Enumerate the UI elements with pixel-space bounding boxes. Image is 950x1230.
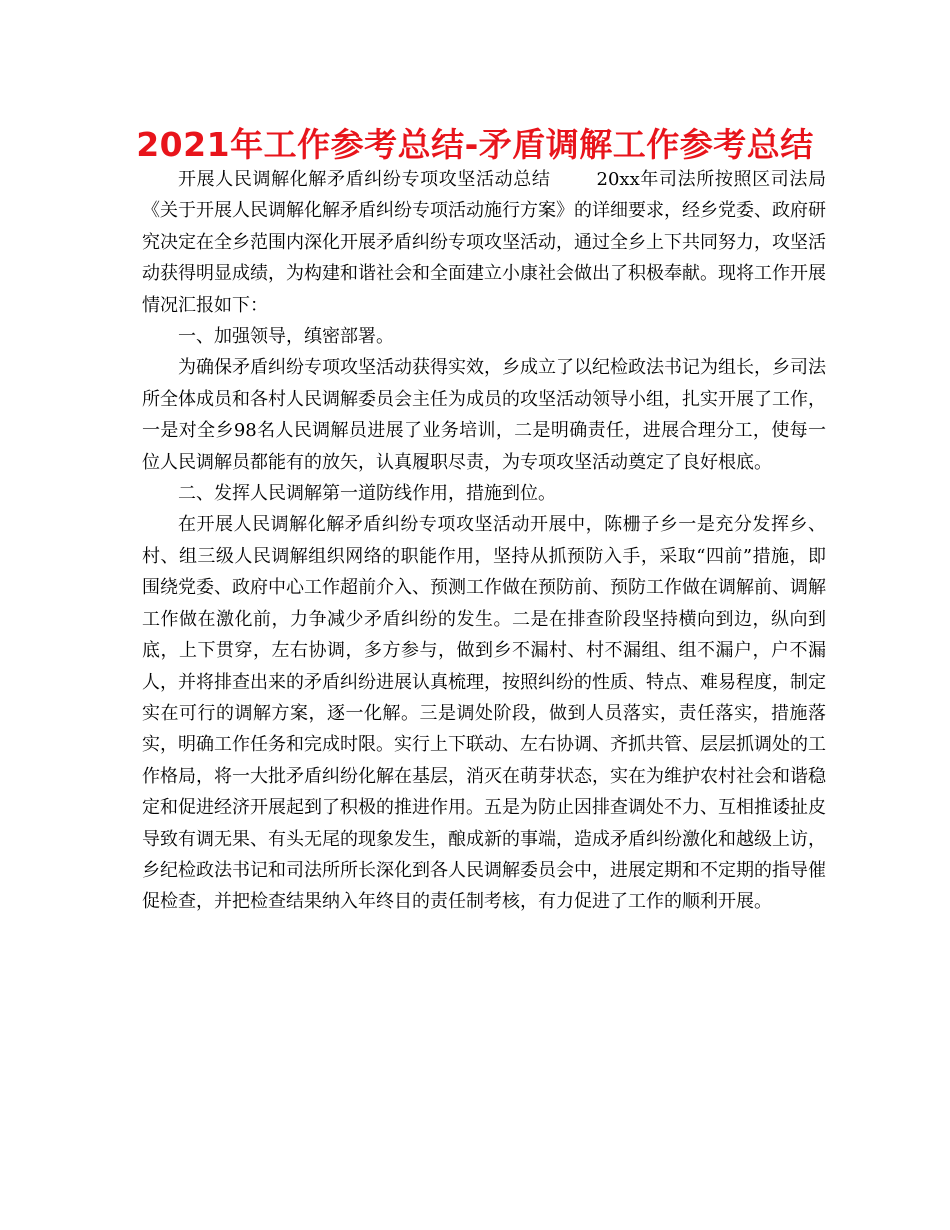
intro-paragraph: [142, 164, 826, 321]
section-heading-1: 一、加强领导，缜密部署。: [178, 326, 394, 348]
section-paragraph-2: 在开展人民调解化解矛盾纠纷专项攻坚活动开展中，陈栅子乡一是充分发挥乡、村、组三级人民调解组织网络的职能作用，坚持从抓预防入手，采取“四前”措施，即围绕党委、政府中心工作超前介入、预测工作做在预防前、预防工作做在调解前、调解工作做在激化前，力争减少矛盾纠纷的发生。二是在排查阶段坚持横向到边，纵向到底，上下贯穿，左右协调，多方参与，做到乡不漏村、村不漏组、组不漏户，户不漏人，并将排查出来的矛盾纠纷进展认真梳理，按照纠纷的性质、特点、难易程度，制定实在可行的调解方案，逐一化解。三是调处阶段，做到人员落实，责任落实，措施落实，明确工作任务和完成时限。实行上下联动、左右协调、齐抓共管、层层抓调处的工作格局，将一大批矛盾纠纷化解在基层，消灭在萌芽状态，实在为维护农村社会和谐稳定和促进经济开展起到了积极的推进作用。五是为防止因排查调处不力、互相推诿扯皮导致有调无果、有头无尾的现象发生，酿成新的事端，造成矛盾纠纷激化和越级上访，乡纪检政法书记和司法所所长深化到各人民调解委员会中，进展定期和不定期的指导催促检查，并把检查结果纳入年终目的责任制考核，有力促进了工作的顺利开展。: [142, 514, 826, 913]
section-paragraph-1: 为确保矛盾纠纷专项攻坚活动获得实效，乡成立了以纪检政法书记为组长，乡司法所全体成员和各村人民调解委员会主任为成员的攻坚活动领导小组，扎实开展了工作，一是对全乡98名人民调解员进展了业务培训，二是明确责任，进展合理分工，使每一位人民调解员都能有的放矢，认真履职尽责，为专项攻坚活动奠定了良好根底。: [142, 357, 826, 473]
intro-rest: 20xx年司法所按照区司法局《关于开展人民调解化解矛盾纠纷专项活动施行方案》的详细要求，经乡党委、政府研究决定在全乡范围内深化开展矛盾纠纷专项攻坚活动，通过全乡上下共同努力，攻坚活动获得明显成绩，为构建和谐社会和全面建立小康社会做出了积极奉献。现将工作开展情况汇报如下：: [142, 169, 826, 316]
intro-lead: 开展人民调解化解矛盾纠纷专项攻坚活动总结: [178, 169, 551, 190]
document-title: 2021年工作参考总结-矛盾调解工作参考总结: [136, 125, 814, 164]
section-heading-2: 二、发挥人民调解第一道防线作用，措施到位。: [178, 483, 556, 505]
document-body: [142, 164, 826, 918]
